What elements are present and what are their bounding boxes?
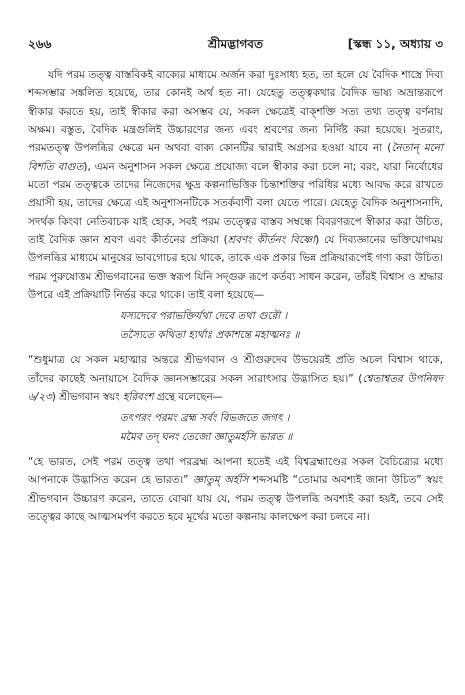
paragraph-text: “হে ভারত, সেই পরম তত্ত্ব তথা পরব্রহ্ম আপনা হতেই এই বিশ্বব্রহ্মাণ্ডের সকল বৈচিত্র্যের মধ্যে আপনাকে উদ্ভাসিত করেন হে ভারত।”	[28, 455, 443, 487]
paragraph-text: ), এমন অনুশাসন সকল ক্ষেত্রে প্রযোজ্য বলে স্বীকার করা চলে না; বরং, যারা নির্বোধের মতো পরম তত্ত্বকে তাদের নিজেদের ক্ষুদ্র কল্পনাভিত্তিক চিন্তাশক্তির পরিধির মধ্যে আবদ্ধ করে রাখতে প্রয়াসী হয়, তাদের ক্ষেত্রে এই অনুশাসনটিকে সতর্কবাণী বলা যেতে পারে। যেহেতু বৈদিক অনুশাসনাদি, সদর্থক কিংবা নেতিবাচক যাই হোক, সবই পরম তত্ত্বের বাস্তব সম্বন্ধে বিবরণরূপে স্বীকার করা উচিত, তাই বৈদিক জ্ঞান শ্রবণ এবং কীর্তনের প্রক্রিয়া (	[28, 160, 443, 247]
paragraph-text: “শুধুমাত্র যে সকল মহাত্মার অন্তরে শ্রীভগবান ও শ্রীগুরুদেব উভয়েরই প্রতি অচল বিশ্বাস থাকে, তাঁদের কাছেই অনায়াসে বৈদিক জ্ঞানসম্ভারের সকল সারাৎসার উদ্ভাসিত হয়।” (	[28, 354, 443, 385]
paragraph-text: ) শ্রীভগবান স্বয়ং	[51, 390, 124, 403]
verse-line: মমৈব তদ্ ঘনং তেজো জ্ঞাতুমর্হসি ভারত ॥	[120, 430, 293, 443]
verse-line: যস্যদেবে পরাভক্তির্যথা দেবে তথা গুরৌ ।	[120, 310, 288, 323]
purport-paragraph-2	[28, 351, 443, 406]
paragraph-text: গ্রন্থে বলেছেন—	[153, 390, 224, 403]
page-header	[28, 36, 443, 56]
scripture-quote: শ্রবণং কীর্তনং বিষ্ণো	[227, 234, 316, 247]
source-citation: শ্বেতাশ্বতর উপনিষদ ৬/২৩	[28, 372, 443, 403]
sanskrit-verse-2	[120, 409, 443, 446]
sanskrit-term: জ্ঞাতুম্ অর্হসি	[193, 474, 249, 487]
paragraph-text: শব্দসমষ্টি “তোমার অবশ্যই জানা উচিত” স্বয়ং শ্রীভগবান উচ্চারণ করেন, তাতে বোঝা যায় যে, পরম তত্ত্ব উপলব্ধি অবশ্যই করা হয়ই, তবে সেই তত্ত্বের কাছে আত্মসমর্পণ করতে হবে মূর্খের মতো কল্পনায় কালক্ষেপ করা চলবে না।	[28, 474, 443, 523]
scripture-quote: নৈতান্ মনো বিশতি বাগুত	[28, 142, 443, 173]
page-body	[28, 66, 443, 526]
source-citation: হরিবংশ	[123, 390, 154, 403]
purport-paragraph-1	[28, 66, 443, 304]
running-title: শ্রীমদ্ভাগবত	[207, 37, 263, 51]
sanskrit-verse-1	[120, 307, 443, 344]
paragraph-text: ) যে দিব্যজ্ঞানের ভক্তিযোগময় উপলব্ধির মাধ্যমে মানুষের ভাবগোচর হয়ে থাকে, তাকে এক প্রকার ভিন্ন প্রক্রিয়ারূপেই গণ্য করা উচিত। পরম পুরুষোত্তম শ্রীভগবানের ভক্ত স্বরূপ যিনি সদ্গুরু রূপে কর্তব্য সাধন করেন, তাঁরই বিশ্বাস ও শ্রদ্ধার উপরে এই প্রক্রিয়াটি নির্ভর করে থাকে। তাই বলা হয়েছে—	[28, 234, 443, 302]
verse-line: তৎপরং পরমং ব্রহ্ম সর্বং বিভজতে জগৎ ।	[120, 412, 290, 425]
chapter-locator: [স্কন্ধ ১১, অধ্যায় ৩	[347, 37, 443, 51]
page-number: ২৬৬	[28, 37, 52, 51]
purport-paragraph-3	[28, 453, 443, 526]
paragraph-text: যদি পরম তত্ত্ব বাস্তবিকই বাক্যের মাধ্যমে অর্জন করা দুঃসাধ্য হত, তা হলে যে বৈদিক শাস্ত্রে দিব্য শব্দসম্ভার সঙ্কলিত হয়েছে, তার কোনই অর্থ হত না। যেহেতু তত্ত্বকথার বৈদিক ভাষ্য অভ্রান্তরূপে স্বীকার করতে হয়, তাই স্বীকার করা অসম্ভব যে, সকল ক্ষেত্রেই বাক্শক্তি সত্য তথ্য তত্ত্ব বর্ণনায় অক্ষম। বস্তুত, বৈদিক মন্ত্রগুলিই উচ্চারণের জন্য এবং শ্রবণের জন্য নির্দিষ্ট করা হয়েছে। সুতরাং, পরমতত্ত্ব উপলব্ধির ক্ষেত্রে মন অথবা বাক্য কোনটির দ্বারাই অগ্রসর হওয়া যাবে না (	[28, 69, 443, 155]
verse-line: তস্যৈতে কথিতা হ্যর্থাঃ প্রকাশন্তে মহাত্মনঃ ॥	[120, 328, 300, 341]
